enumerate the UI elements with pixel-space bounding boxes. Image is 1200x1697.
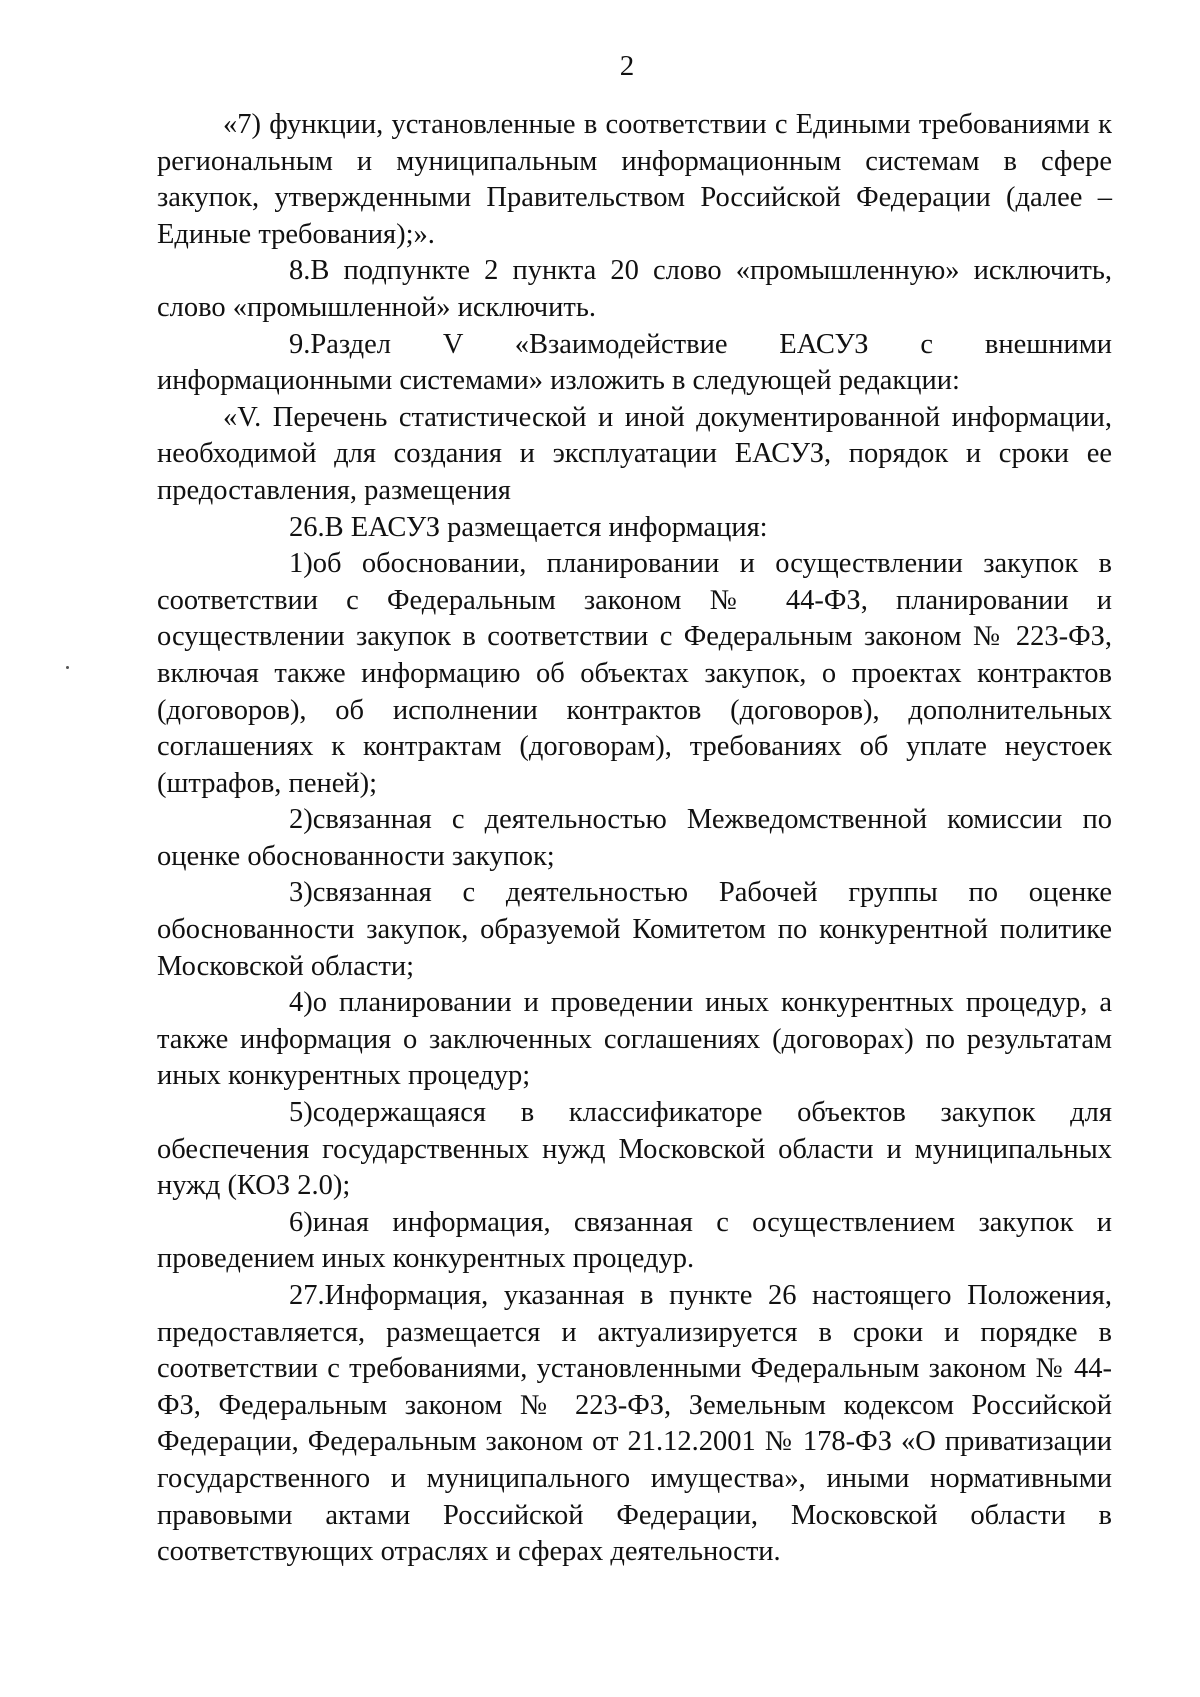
paragraph-item-7 (157, 107, 1112, 253)
paragraph-number: 2) (289, 804, 313, 836)
paragraph-text: «7) функции, установленные в соответствии с Едиными требованиями к региональным и муниципальным информационным системам в сфере закупок, утвержденными Правительством Российской Федерации (далее – Единые требования);». (157, 109, 1112, 250)
subparagraph-1 (157, 546, 1112, 802)
paragraph-text: «V. Перечень статистической и иной документированной информации, необходимой для создания и эксплуатации ЕАСУЗ, порядок и сроки ее предоставления, размещения (157, 401, 1112, 506)
paragraph-text: В ЕАСУЗ размещается информация: (324, 511, 768, 543)
paragraph-number: 27. (289, 1280, 325, 1311)
subparagraph-6 (157, 1205, 1112, 1278)
paragraph-8 (157, 253, 1112, 326)
paragraph-27 (157, 1278, 1112, 1571)
paragraph-number: 26. (289, 511, 325, 543)
paragraph-number: 4) (289, 987, 313, 1019)
paragraph-text: об обосновании, планировании и осуществлении закупок в соответствии с Федеральным законом № 44-ФЗ, планировании и осуществлении закупок в соответствии с Федеральным законом № 223-ФЗ, включая также информацию об объектах закупок, о проектах контрактов (договоров), об исполнении контрактов (договоров), дополнительных соглашениях к контрактам (договорам), требованиях об уплате неустоек (штрафов, пеней); (157, 548, 1112, 799)
paragraph-number: 3) (289, 877, 313, 909)
section-v-heading (157, 400, 1112, 510)
subparagraph-5 (157, 1095, 1112, 1205)
paragraph-text: Информация, указанная в пункте 26 настоящего Положения, предоставляется, размещается и актуализируется в сроки и порядке в соответствии с требованиями, установленными Федеральным законом № 44-ФЗ, Федеральным законом № 223-ФЗ, Земельным кодексом Российской Федерации, Федеральным законом от 21.12.2001 № 178-ФЗ «О приватизации государственного и муниципального имущества», иными нормативными правовыми актами Российской Федерации, Московской области в соответствующих отраслях и сферах деятельности. (157, 1280, 1112, 1568)
paragraph-number: 6) (289, 1206, 313, 1238)
paragraph-9 (157, 327, 1112, 400)
paragraph-number: 1) (289, 548, 313, 580)
page-number: 2 (619, 50, 635, 82)
paragraph-number: 9. (289, 328, 311, 360)
subparagraph-2 (157, 802, 1112, 875)
paragraph-text: связанная с деятельностью Межведомственной комиссии по оценке обоснованности закупок; (157, 804, 1112, 872)
paragraph-text: Раздел V «Взаимодействие ЕАСУЗ с внешними информационными системами» изложить в следующей редакции: (157, 328, 1112, 397)
subparagraph-3 (157, 875, 1112, 985)
paragraph-number: 8. (289, 255, 311, 287)
document-body (157, 107, 1112, 1571)
paragraph-text: иная информация, связанная с осуществлением закупок и проведением иных конкурентных процедур. (157, 1206, 1112, 1275)
paragraph-text: В подпункте 2 пункта 20 слово «промышленную» исключить, слово «промышленной» исключить. (157, 255, 1112, 323)
paragraph-text: связанная с деятельностью Рабочей группы по оценке обоснованности закупок, образуемой Комитетом по конкурентной политике Московской области; (157, 877, 1112, 982)
paragraph-text: о планировании и проведении иных конкурентных процедур, а также информация о заключенных соглашениях (договорах) по результатам иных конкурентных процедур; (157, 987, 1112, 1092)
paragraph-number: 5) (289, 1097, 313, 1129)
paragraph-text: содержащаяся в классификаторе объектов закупок для обеспечения государственных нужд Московской области и муниципальных нужд (КОЗ 2.0); (157, 1097, 1112, 1202)
paragraph-26 (157, 510, 1112, 547)
scan-speck (66, 666, 69, 669)
subparagraph-4 (157, 985, 1112, 1095)
